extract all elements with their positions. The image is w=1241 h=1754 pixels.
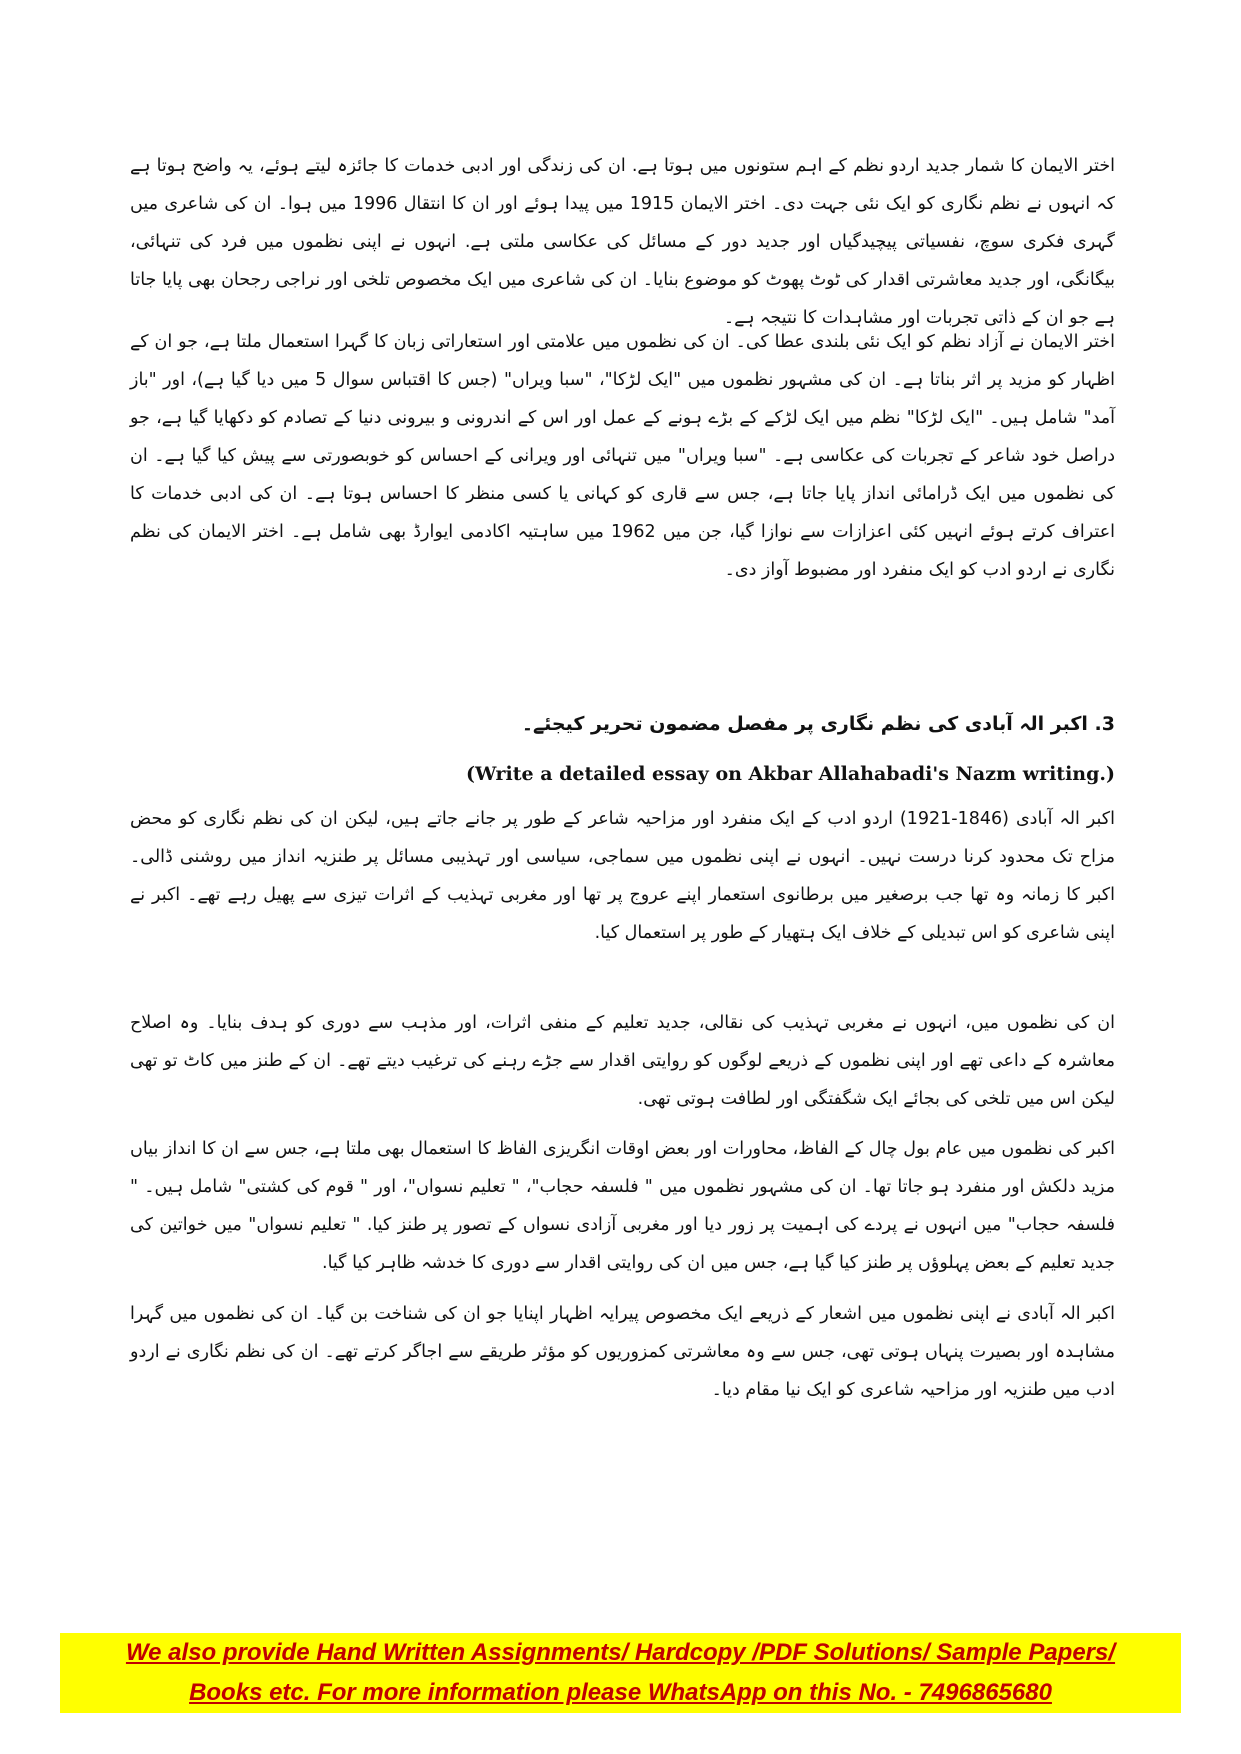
paragraph-akhtar-ul-iman-works: اختر الایمان نے آزاد نظم کو ایک نئی بلندی عطا کی۔ ان کی نظموں میں علامتی اور استعاراتی زبان کا گہرا استعمال ملتا ہے، جو ان کے اظہار کو مزید پر اثر بناتا ہے۔ ان کی مشہور نظموں میں "ایک لڑکا"، "سبا ویراں" (جس کا اقتباس سوال 5 میں دیا گیا ہے)، اور "باز آمد" شامل ہیں۔ "ایک لڑکا" نظم میں ایک لڑکے کے بڑے ہونے کے عمل اور اس کے اندرونی و بیرونی دنیا کے تصادم کو دکھایا گیا ہے، جو دراصل خود شاعر کے تجربات کی عکاسی ہے۔ "سبا ویراں" میں تنہائی اور ویرانی کے احساس کو خوبصورتی سے پیش کیا گیا ہے۔ ان کی نظموں میں ایک ڈرامائی انداز پایا جاتا ہے، جس سے قاری کو کہانی یا کسی منظر کا احساس ہوتا ہے۔ ان کی ادبی خدمات کا اعتراف کرتے ہوئے انہیں کئی اعزازات سے نوازا گیا، جن میں 1962 میں ساہتیہ اکادمی ایوارڈ بھی شامل ہے۔ اختر الایمان کی نظم نگاری نے اردو ادب کو ایک منفرد اور مضبوط آواز دی۔ xyxy=(130,332,1115,580)
promo-footer-line-1: We also provide Hand Written Assignments/ Hardcopy /PDF Solutions/ Sample Papers/ xyxy=(125,1639,1116,1666)
answer-paragraph-4: اکبر الہ آبادی نے اپنی نظموں میں اشعار کے ذریعے ایک مخصوص پیرایہ اظہار اپنایا جو ان کی شناخت بن گیا۔ ان کی نظموں میں گہرا مشاہدہ اور بصیرت پنہاں ہوتی تھی، جس سے وہ معاشرتی کمزوریوں کو مؤثر طریقے سے اجاگر کرتے تھے۔ ان کی نظم نگاری نے اردو ادب میں طنزیہ اور مزاحیہ شاعری کو ایک نیا مقام دیا۔ xyxy=(130,1304,1115,1400)
answer-paragraph-1: اکبر الہ آبادی (1846-1921) اردو ادب کے ایک منفرد اور مزاحیہ شاعر کے طور پر جانے جاتے ہیں، لیکن ان کی نظم نگاری کو محض مزاح تک محدود کرنا درست نہیں۔ انہوں نے اپنی نظموں میں سماجی، سیاسی اور تہذیبی مسائل پر طنزیہ انداز میں روشنی ڈالی۔ اکبر کا زمانہ وہ تھا جب برصغیر میں برطانوی استعمار اپنے عروج پر تھا اور مغربی تہذیب کے اثرات تیزی سے پھیل رہے تھے۔ اکبر نے اپنی شاعری کو اس تبدیلی کے خلاف ایک ہتھیار کے طور پر استعمال کیا. xyxy=(130,809,1115,943)
promo-footer-line-2: Books etc. For more information please WhatsApp on this No. - 7496865680 xyxy=(189,1679,1052,1706)
question-heading-urdu: 3. اکبر الہ آبادی کی نظم نگاری پر مفصل مضمون تحریر کیجئے۔ xyxy=(521,713,1115,735)
answer-paragraph-3: اکبر کی نظموں میں عام بول چال کے الفاظ، محاورات اور بعض اوقات انگریزی الفاظ کا استعمال بھی ملتا ہے، جس سے ان کا انداز بیاں مزید دلکش اور منفرد ہو جاتا تھا۔ ان کی مشہور نظموں میں " فلسفہ حجاب"، " تعلیم نسواں"، اور " قوم کی کشتی" شامل ہیں۔ " فلسفہ حجاب" میں انہوں نے پردے کی اہمیت پر زور دیا اور مغربی آزادی نسواں کے تصور پر طنز کیا. " تعلیم نسواں" میں خواتین کی جدید تعلیم کے بعض پہلوؤں پر طنز کیا گیا ہے، جس میں ان کی روایتی اقدار سے دوری کا خدشہ ظاہر کیا گیا. xyxy=(130,1139,1115,1273)
answer-paragraph-2: ان کی نظموں میں، انہوں نے مغربی تہذیب کی نقالی، جدید تعلیم کے منفی اثرات، اور مذہب سے دوری کو ہدف بنایا۔ وہ اصلاح معاشرہ کے داعی تھے اور اپنی نظموں کے ذریعے لوگوں کو روایتی اقدار سے جڑے رہنے کی ترغیب دیتے تھے۔ ان کے طنز میں کاٹ تو تھی لیکن اس میں تلخی کی بجائے ایک شگفتگی اور لطافت ہوتی تھی. xyxy=(130,1013,1115,1109)
paragraph-akhtar-ul-iman-intro: اختر الایمان کا شمار جدید اردو نظم کے اہم ستونوں میں ہوتا ہے. ان کی زندگی اور ادبی خدمات کا جائزہ لیتے ہوئے، یہ واضح ہوتا ہے کہ انہوں نے نظم نگاری کو ایک نئی جہت دی۔ اختر الایمان 1915 میں پیدا ہوئے اور ان کا انتقال 1996 میں ہوا۔ ان کی شاعری میں گہری فکری سوچ، نفسیاتی پیچیدگیاں اور جدید دور کے مسائل کی عکاسی ملتی ہے. انہوں نے اپنی نظموں میں فرد کی تنہائی، بیگانگی، اور جدید معاشرتی اقدار کی ٹوٹ پھوٹ کو موضوع بنایا۔ ان کی شاعری میں ایک مخصوص تلخی اور نراجی رجحان بھی پایا جاتا ہے جو ان کے ذاتی تجربات اور مشاہدات کا نتیجہ ہے۔ xyxy=(130,156,1115,328)
promo-footer xyxy=(60,1633,1181,1713)
question-heading-english: (.Write a detailed essay on Akbar Allahabadi's Nazm writing) xyxy=(466,763,1115,785)
